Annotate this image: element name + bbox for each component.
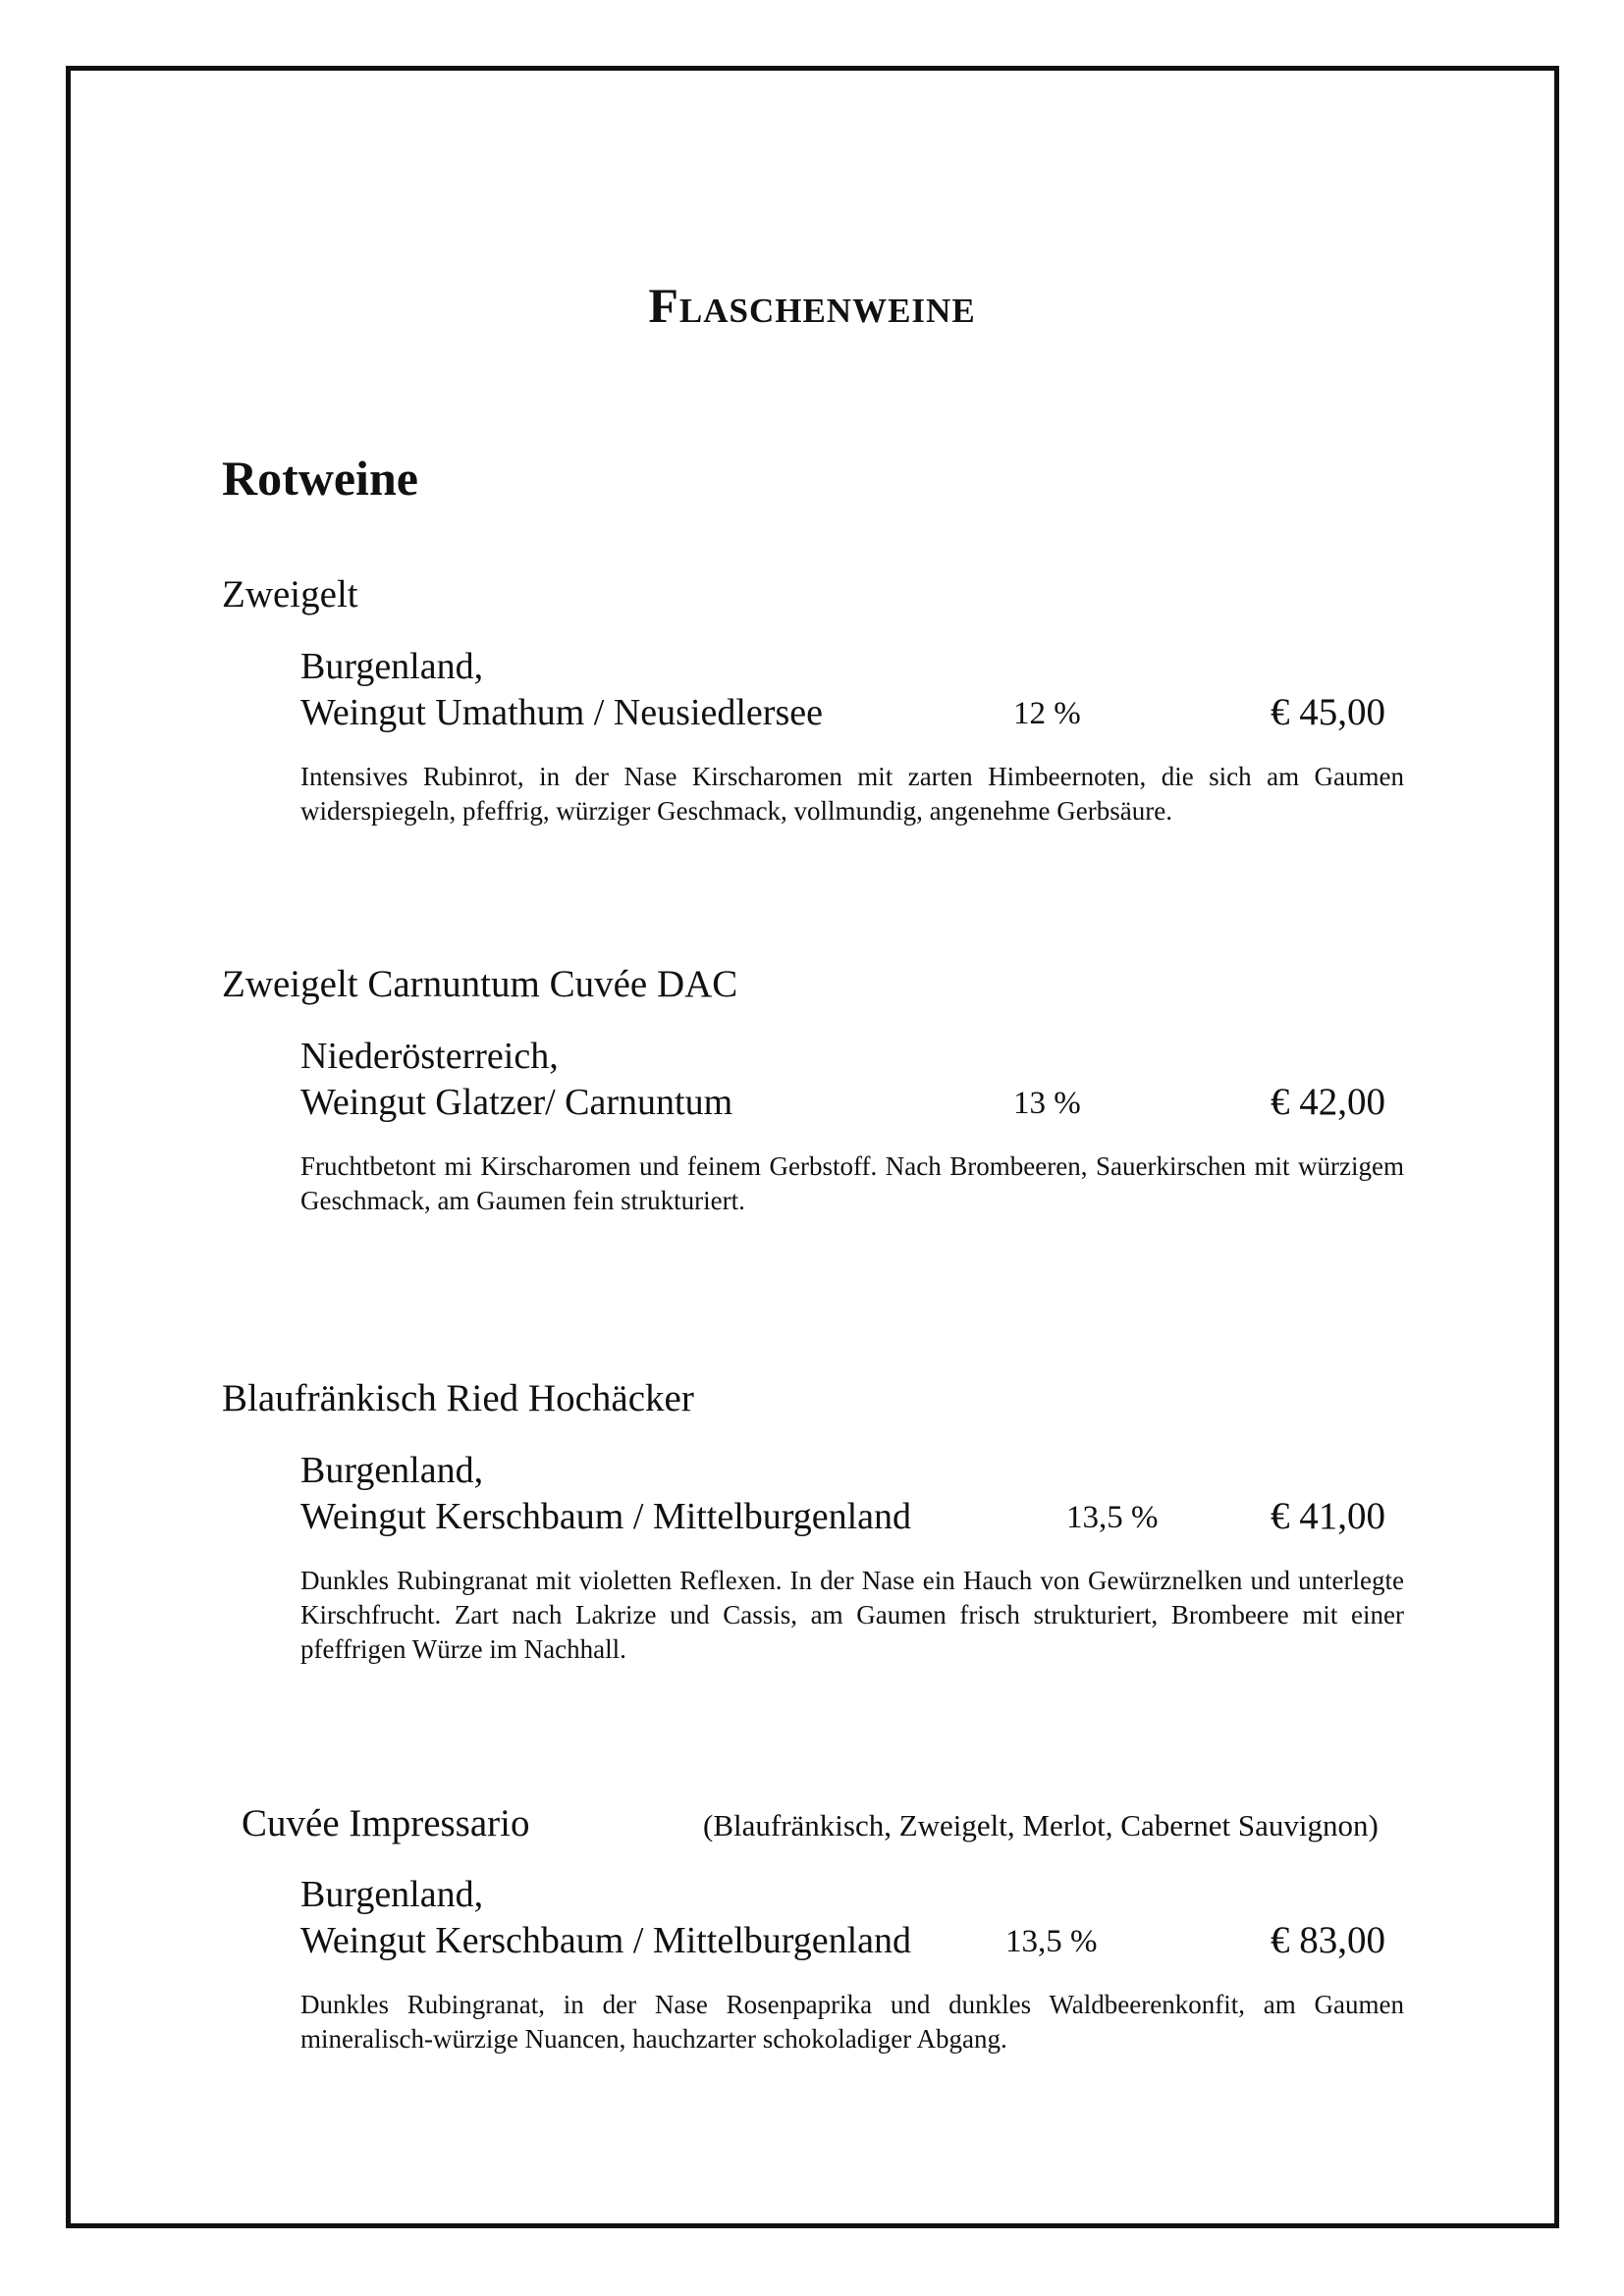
page-border bbox=[66, 66, 1559, 2228]
wine-price: € 83,00 bbox=[1271, 1919, 1385, 1961]
wine-producer: Weingut Umathum / Neusiedlersee bbox=[300, 692, 823, 733]
wine-alcohol: 13,5 % bbox=[1005, 1924, 1098, 1959]
wine-region: Niederösterreich, bbox=[300, 1036, 559, 1077]
wine-name: Cuvée Impressario bbox=[242, 1802, 530, 1844]
wine-name: Zweigelt bbox=[222, 573, 358, 615]
wine-producer: Weingut Glatzer/ Carnuntum bbox=[300, 1082, 733, 1123]
wine-description: Fruchtbetont mi Kirscharomen und feinem Gerbstoff. Nach Brombeeren, Sauerkirschen mit würzigem Geschmack, am Gaumen fein strukturiert. bbox=[300, 1151, 1404, 1215]
wine-price: € 41,00 bbox=[1271, 1495, 1385, 1537]
wine-region: Burgenland, bbox=[300, 1874, 484, 1915]
wine-producer: Weingut Kerschbaum / Mittelburgenland bbox=[300, 1920, 912, 1961]
wine-alcohol: 12 % bbox=[1013, 696, 1081, 731]
wine-description: Dunkles Rubingranat, in der Nase Rosenpaprika und dunkles Waldbeerenkonfit, am Gaumen mineralisch-würzige Nuancen, hauchzarter schokoladiger Abgang. bbox=[300, 1990, 1404, 2054]
wine-description: Intensives Rubinrot, in der Nase Kirscharomen mit zarten Himbeernoten, die sich am Gaumen widerspiegeln, pfeffrig, würziger Geschmack, vollmundig, angenehme Gerbsäure. bbox=[300, 762, 1404, 826]
wine-name: Blaufränkisch Ried Hochäcker bbox=[222, 1377, 694, 1419]
wine-grape-varieties: (Blaufränkisch, Zweigelt, Merlot, Cabernet Sauvignon) bbox=[703, 1808, 1379, 1842]
wine-region: Burgenland, bbox=[300, 646, 484, 687]
wine-region: Burgenland, bbox=[300, 1450, 484, 1491]
wine-alcohol: 13,5 % bbox=[1066, 1500, 1159, 1535]
wine-description: Dunkles Rubingranat mit violetten Reflexen. In der Nase ein Hauch von Gewürznelken und unterlegte Kirschfrucht. Zart nach Lakrize und Cassis, am Gaumen frisch strukturiert, Brombeere mit einer pfeffrigen Würze im Nachhall. bbox=[300, 1566, 1404, 1664]
wine-name: Zweigelt Carnuntum Cuvée DAC bbox=[222, 963, 738, 1005]
wine-producer: Weingut Kerschbaum / Mittelburgenland bbox=[300, 1496, 912, 1537]
section-heading-rotweine: Rotweine bbox=[222, 451, 418, 506]
wine-price: € 42,00 bbox=[1271, 1081, 1385, 1123]
wine-alcohol: 13 % bbox=[1013, 1086, 1081, 1121]
wine-price: € 45,00 bbox=[1271, 691, 1385, 733]
page-title: Flaschenweine bbox=[648, 278, 976, 333]
